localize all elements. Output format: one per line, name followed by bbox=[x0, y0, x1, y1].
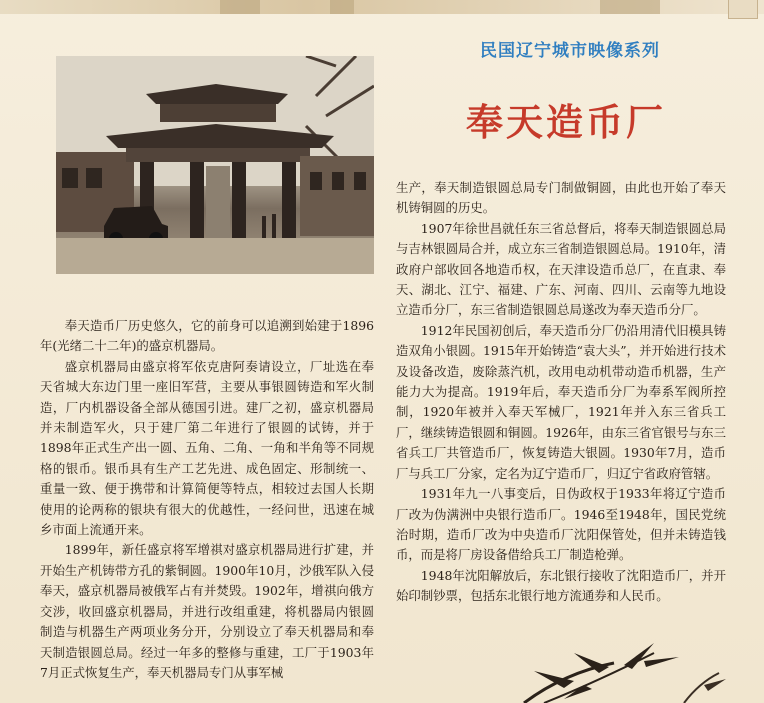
paragraph: 1907年徐世昌就任东三省总督后，将奉天制造银圆总局与吉林银圆局合并，成立东三省制造银圆总局。1910年，清政府户部收回各地造币权，在天津设造币总厂，在直隶、奉天、湖北、江宁、福建、广东、河南、四川、云南等九地设立造币分厂，东三省制造银圆总局遂改为奉天造币分厂。 bbox=[396, 220, 726, 318]
paragraph: 1899年，新任盛京将军增祺对盛京机器局进行扩建，并开始生产机铸带方孔的紫铜圆。1900年10月，沙俄军队入侵奉天，盛京机器局被俄军占有并焚毁。1902年，增祺向俄方交涉，收回盛京机器局，并进行改组重建，将机器局内银圆制造与机器生产两项业务分开，分别设立了奉天机器局和奉天制造银圆总局。经过一年多的整修与重建，工厂于1903年7月正式恢复生产，奉天机器局专门从事军械 bbox=[40, 542, 374, 680]
header-decor-blotch bbox=[330, 0, 354, 14]
header-decor-blotch bbox=[220, 0, 260, 14]
paragraph: 奉天造币厂历史悠久，它的前身可以追溯到始建于1896年(光绪二十二年)的盛京机器局。 bbox=[40, 318, 374, 354]
corner-tab bbox=[728, 0, 758, 19]
historic-gate-photo-icon bbox=[56, 56, 374, 274]
header-decor-blotch bbox=[600, 0, 660, 14]
left-column bbox=[40, 316, 374, 683]
paragraph-continuation: 生产，奉天制造银圆总局专门制做铜圆，由此也开始了奉天机铸铜圆的历史。 bbox=[396, 180, 726, 216]
series-title: 民国辽宁城市映像系列 bbox=[480, 41, 660, 61]
paragraph: 1912年民国初创后，奉天造币分厂仍沿用清代旧模具铸造双角小银圆。1915年开始铸造“袁大头”，并开始进行技术及设备改造，废除蒸汽机，改用电动机带动造币机器，生产能力大为提高。1919年后，奉天造币分厂为奉系军阀所控制，1920年被并入奉天军械厂，1921年并入东三省兵工厂，继续铸造银圆和铜圆。1926年，由东三省官银号与东三省兵工厂共管造币厂，恢复铸造大银圆。1930年7月，造币厂与兵工厂分家，定名为辽宁造币厂，归辽宁省政府管辖。 bbox=[396, 322, 726, 481]
article-title: 奉天造币厂 bbox=[466, 100, 666, 144]
bamboo-ink-icon bbox=[504, 633, 734, 703]
right-column bbox=[396, 178, 726, 607]
paragraph: 盛京机器局由盛京将军依克唐阿奏请设立，厂址选在奉天省城大东边门里一座旧军营，主要从事银圆铸造和军火制造，厂内机器设备全部从德国引进。建厂之初，盛京机器局并未制造军火，只于建厂第二年进行了银圆的试铸，并于1898年正式生产出一圆、五角、二角、一角和半角等不同规格的银币。银币具有生产工艺先进、成色固定、形制统一、重量一致、便于携带和计算简便等特点，相较过去国人长期使用的论两称的银块有很大的优越性，一经问世，迅速在城乡市面上流通开来。 bbox=[40, 358, 374, 538]
paragraph: 1948年沈阳解放后，东北银行接收了沈阳造币厂，并开始印制钞票，包括东北银行地方流通券和人民币。 bbox=[396, 567, 726, 604]
historic-gate-photo bbox=[56, 56, 374, 274]
paragraph: 1931年九一八事变后，日伪政权于1933年将辽宁造币厂改为伪满洲中央银行造币厂。1946至1948年，国民党统治时期，造币厂改为中央造币厂沈阳保管处，但并未铸造钱币，而是将厂房设备借给兵工厂制造枪弹。 bbox=[396, 486, 726, 563]
